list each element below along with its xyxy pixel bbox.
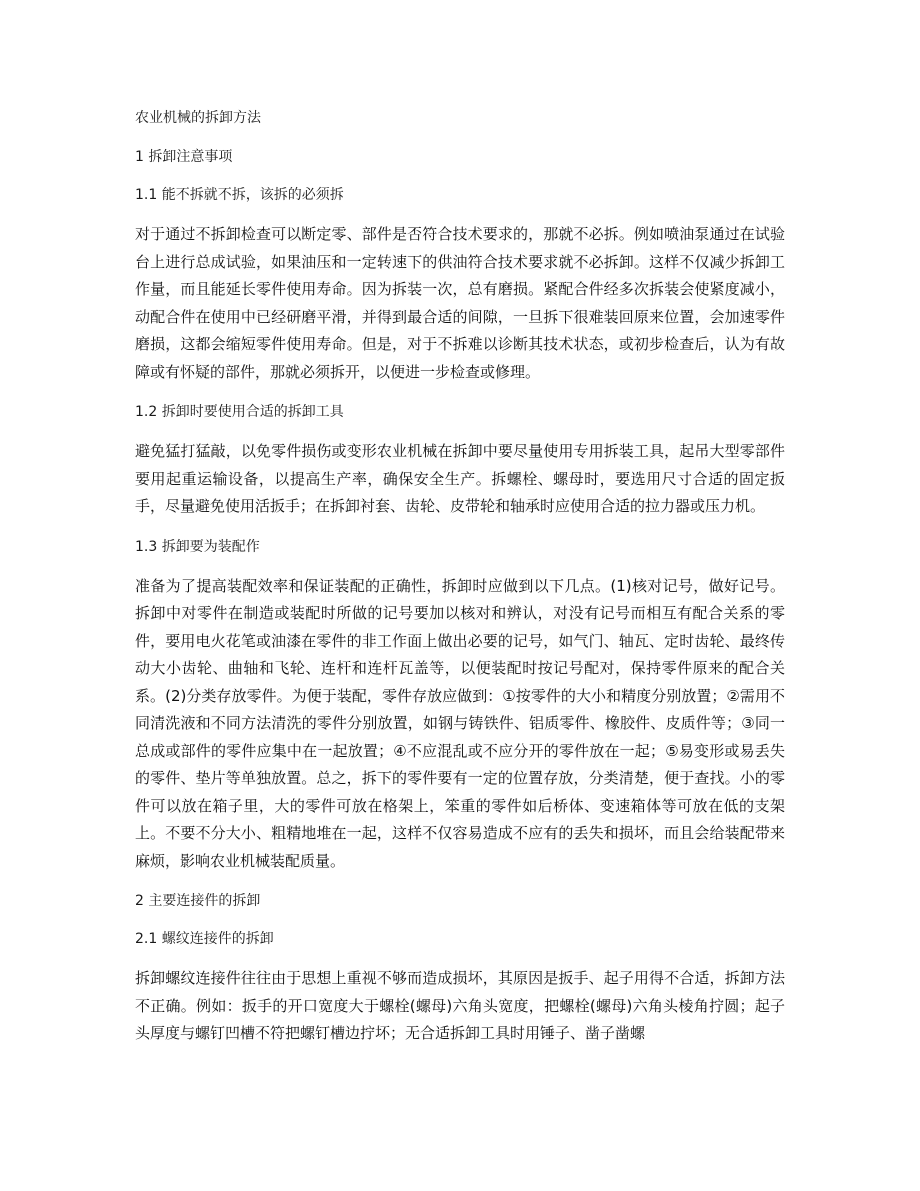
subsection-heading: 1.2 拆卸时要使用合适的拆卸工具	[135, 404, 344, 420]
document-title: 农业机械的拆卸方法	[135, 110, 261, 126]
body-paragraph: 对于通过不拆卸检查可以断定零、部件是否符合技术要求的，那就不必拆。例如喷油泵通过在试验台上进行总成试验，如果油压和一定转速下的供油符合技术要求就不必拆卸。这样不仅减少拆卸工作量，而且能延长零件使用寿命。因为拆装一次，总有磨损。紧配合件经多次拆装会使紧度减小，动配合件在使用中已经研磨平滑，并得到最合适的间隙，一旦拆下很难装回原来位置，会加速零件磨损，这都会缩短零件使用寿命。但是，对于不拆难以诊断其技术状态，或初步检查后，认为有故障或有怀疑的部件，那就必须拆开，以便进一步检查或修理。	[135, 225, 785, 381]
body-paragraph: 拆卸螺纹连接件往往由于思想上重视不够而造成损坏，其原因是扳手、起子用得不合适，拆卸方法不正确。例如：扳手的开口宽度大于螺栓(螺母)六角头宽度，把螺栓(螺母)六角头棱角拧圆；起子头厚度与螺钉凹槽不符把螺钉槽边拧坏；无合适拆卸工具时用锤子、凿子凿螺	[135, 969, 785, 1042]
body-paragraph: 避免猛打猛敲，以免零件损伤或变形农业机械在拆卸中要尽量使用专用拆装工具，起吊大型零部件要用起重运输设备，以提高生产率，确保安全生产。拆螺栓、螺母时，要选用尺寸合适的固定扳手，尽量避免使用活扳手；在拆卸衬套、齿轮、皮带轮和轴承时应使用合适的拉力器或压力机。	[135, 442, 785, 515]
section-heading: 2 主要连接件的拆卸	[135, 893, 261, 909]
subsection-heading: 2.1 螺纹连接件的拆卸	[135, 931, 274, 947]
subsection-heading: 1.1 能不拆就不拆，该拆的必须拆	[135, 187, 344, 203]
subsection-heading: 1.3 拆卸要为装配作	[135, 538, 260, 555]
section-heading: 1 拆卸注意事项	[135, 149, 233, 165]
document-page	[135, 100, 785, 1048]
body-paragraph: 准备为了提高装配效率和保证装配的正确性，拆卸时应做到以下几点。(1)核对记号，做好记号。拆卸中对零件在制造或装配时所做的记号要加以核对和辨认，对没有记号而相互有配合关系的零件，要用电火花笔或油漆在零件的非工作面上做出必要的记号，如气门、轴瓦、定时齿轮、最终传动大小齿轮、曲轴和飞轮、连杆和连杆瓦盖等，以便装配时按记号配对，保持零件原来的配合关系。(2)分类存放零件。为便于装配，零件存放应做到：①按零件的大小和精度分别放置；②需用不同清洗液和不同方法清洗的零件分别放置，如钢与铸铁件、铝质零件、橡胶件、皮质件等；③同一总成或部件的零件应集中在一起放置；④不应混乱或不应分开的零件放在一起；⑤易变形或易丢失的零件、垫片等单独放置。总之，拆下的零件要有一定的位置存放，分类清楚，便于查找。小的零件可以放在箱子里，大的零件可放在格架上，笨重的零件如后桥体、变速箱体等可放在低的支架上。不要不分大小、粗精地堆在一起，这样不仅容易造成不应有的丢失和损坏，而且会给装配带来麻烦，影响农业机械装配质量。	[135, 576, 785, 870]
